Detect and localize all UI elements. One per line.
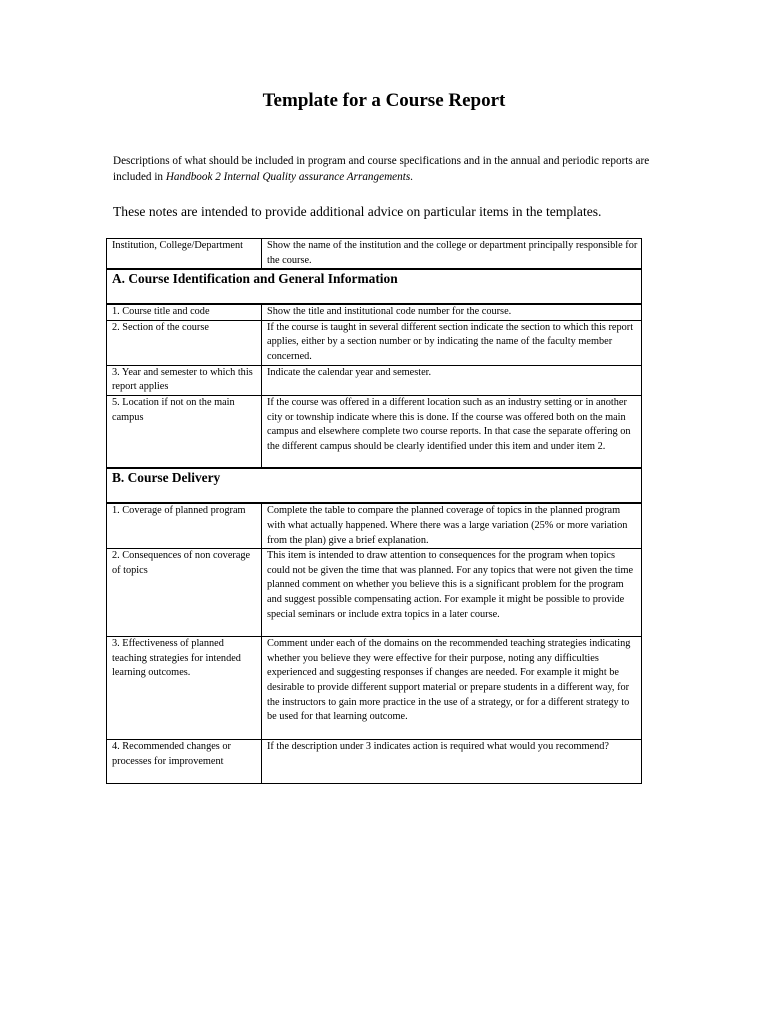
row-label: 3. Effectiveness of planned teaching strategies for intended learning outcomes. (107, 637, 262, 740)
row-label: 5. Location if not on the main campus (107, 395, 262, 468)
row-label: 2. Consequences of non coverage of topics (107, 549, 262, 637)
table-row (107, 503, 642, 548)
handbook-reference: Handbook 2 Internal Quality assurance Arrangements (165, 171, 411, 183)
table-row (107, 549, 642, 637)
table-row (107, 365, 642, 395)
table-row-institution (107, 239, 642, 270)
row-description: This item is intended to draw attention to consequences for the program when topics could not be given the time that was planned. For any topics that were not given the time planned comment on whether you believe this is a significant problem for the program and suggest possible compensating action. For example it might be possible to provide special seminars or include extra topics in a later course. (262, 549, 642, 637)
row-label: 3. Year and semester to which this report applies (107, 365, 262, 395)
table-row (107, 637, 642, 740)
row-description: Show the title and institutional code number for the course. (262, 304, 642, 320)
row-label: 4. Recommended changes or processes for improvement (107, 740, 262, 784)
row-label: Institution, College/Department (107, 239, 262, 270)
row-description: Complete the table to compare the planned coverage of topics in the planned program with what actually happened. Where there was a large variation (25% or more variation from the plan) give a brief explanation. (262, 503, 642, 548)
row-label: 2. Section of the course (107, 320, 262, 365)
intro-paragraph (113, 153, 653, 185)
table-row (107, 320, 642, 365)
row-description: Show the name of the institution and the college or department principally responsible for the course. (262, 239, 642, 270)
notes-paragraph: These notes are intended to provide additional advice on particular items in the templates. (113, 204, 602, 219)
row-description: Indicate the calendar year and semester. (262, 365, 642, 395)
intro-text-end: . (410, 171, 413, 183)
row-label: 1. Coverage of planned program (107, 503, 262, 548)
section-heading-b (107, 468, 642, 503)
section-heading-a (107, 269, 642, 304)
row-description: If the course is taught in several different section indicate the section to which this report applies, either by a section number or by indicating the name of the faculty member concerned. (262, 320, 642, 365)
course-report-table (106, 238, 642, 784)
table-row (107, 304, 642, 320)
table-row (107, 740, 642, 784)
intro-text: Descriptions of what should be included in program and course specifications and in the annual and periodic reports are included in (113, 155, 650, 183)
row-description: If the course was offered in a different location such as an industry setting or in another city or township indicate where this is done. If the course was offered both on the main campus and elsewhere complete two course reports. In that case the separate offering on the different campus should be clearly identified under this item and under item 2. (262, 395, 642, 468)
section-a-title: A. Course Identification and General Information (107, 269, 642, 304)
page-title: Template for a Course Report (262, 90, 506, 111)
section-b-title: B. Course Delivery (107, 468, 642, 503)
row-description: Comment under each of the domains on the recommended teaching strategies indicating whether you believe they were effective for their purpose, noting any difficulties experienced and suggesting responses if changes are needed. For example it might be desirable to provide different support material or prepare students in a different way, for the instructors to gain more practice in the use of a strategy, or for a different strategy to be used for that learning outcome. (262, 637, 642, 740)
table-row (107, 395, 642, 468)
row-label: 1. Course title and code (107, 304, 262, 320)
row-description: If the description under 3 indicates action is required what would you recommend? (262, 740, 642, 784)
